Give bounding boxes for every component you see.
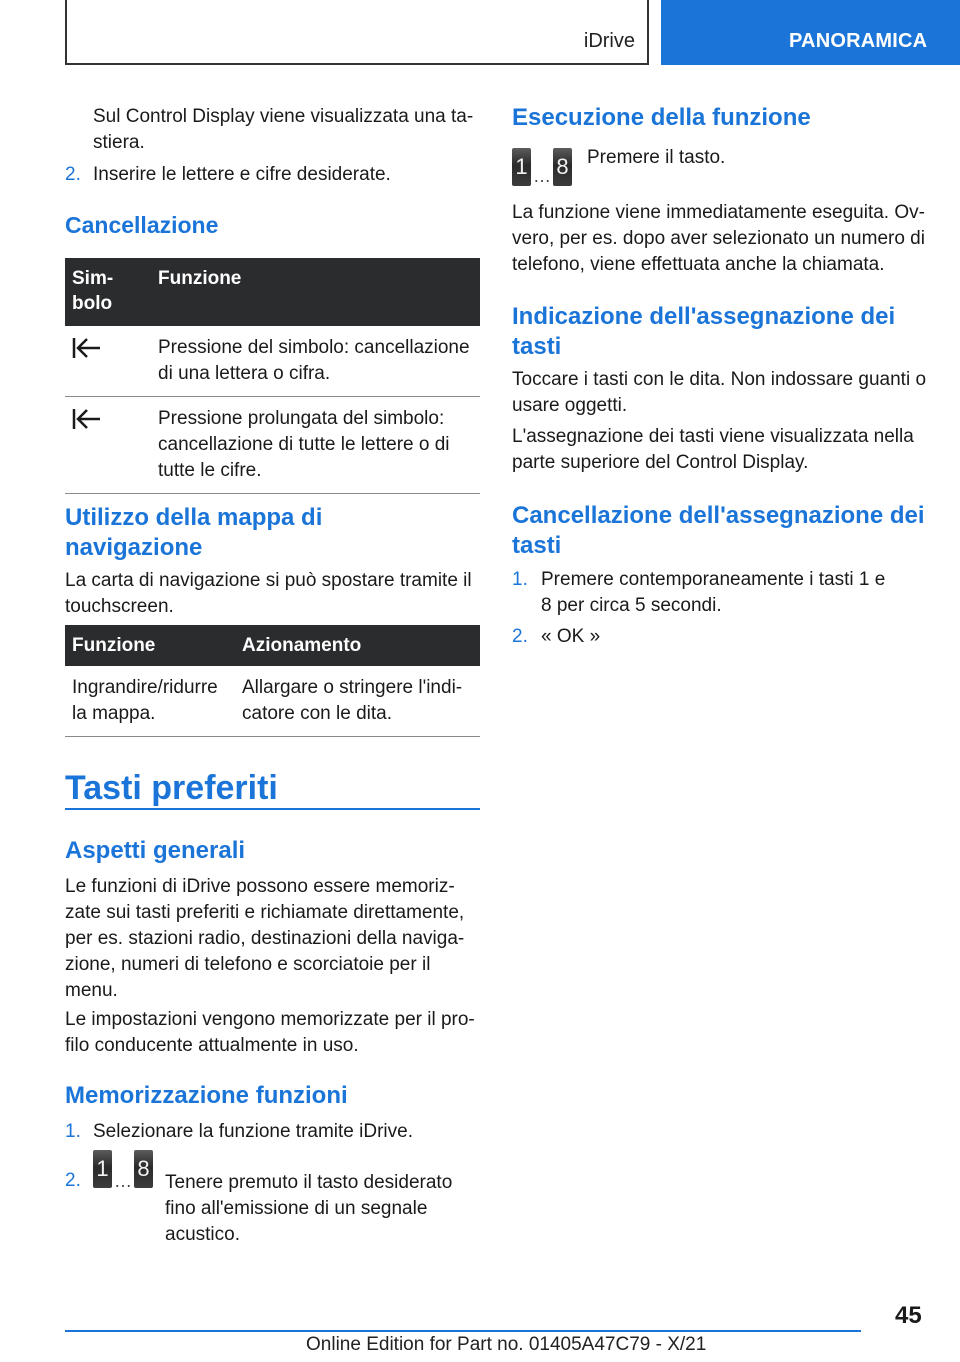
header-title: iDrive <box>583 30 635 52</box>
cancel-row-1-text: Pressione del simbolo: cancellazione di una lettera o cifra. <box>150 326 480 397</box>
th-azionamento: Azionamento <box>235 625 480 666</box>
section-title-tasti-preferiti: Tasti preferiti <box>65 769 278 807</box>
table-row <box>65 326 480 397</box>
cancel-row-2-text: Pressione prolungata del simbolo: cancellazione di tutte le lettere o di tutte le cifre. <box>150 397 480 494</box>
cancel-table-header <box>65 258 480 326</box>
assign-paragraph-2: L'assegnazione dei tasti viene visualizzata nella parte superiore del Control Display. <box>512 426 914 473</box>
map-text: La carta di navigazione si può spostare tramite il touchscreen. <box>65 570 472 617</box>
key-1-icon: 1 <box>512 148 531 186</box>
store-step-2-number: 2. <box>65 1170 81 1191</box>
header-section-label: PANORAMICA <box>789 30 928 52</box>
store-step-1 <box>65 1119 480 1145</box>
map-row-1-action: Allargare o stringere l'indi-catore con le dita. <box>235 666 480 737</box>
general-paragraph-1: Le funzioni di iDrive possono essere memoriz-zate sui tasti preferiti e richiamate direttamente, per es. stazioni radio, destinazioni della naviga-zione, numeri di telefono e scorciatoie per il menu. <box>65 876 465 1001</box>
cancel-table <box>65 258 480 494</box>
step-2-number: 2. <box>65 164 81 185</box>
store-step-1-number: 1. <box>65 1121 81 1142</box>
key-1-icon: 1 <box>93 1150 112 1188</box>
assign-paragraph-1: Toccare i tasti con le dita. Non indossare guanti o usare oggetti. <box>512 369 927 416</box>
delete-step-1 <box>512 567 926 619</box>
map-table-header <box>65 625 480 666</box>
exec-press-row <box>512 148 926 190</box>
delete-step-2-text: « OK » <box>541 626 601 647</box>
key-8-icon: 8 <box>553 148 572 186</box>
exec-text: La funzione viene immediatamente eseguita. Ov-vero, per es. dopo aver selezionato un numero di telefono, viene effettuata anche la chiamata. <box>512 202 925 275</box>
step-2-text: Inserire le lettere e cifre desiderate. <box>93 164 391 185</box>
section-title-rule <box>65 808 480 810</box>
heading-esecuzione: Esecuzione della funzione <box>512 104 811 131</box>
table-row <box>65 666 480 737</box>
delete-step-2 <box>512 624 926 650</box>
header-title-box <box>65 0 649 65</box>
backspace-arrow-icon <box>72 337 102 359</box>
store-step-2-text-block <box>93 1150 480 1245</box>
heading-aspetti-generali: Aspetti generali <box>65 837 246 864</box>
footer-rule <box>65 1330 861 1332</box>
th-simbolo: Sim-bolo <box>65 258 150 326</box>
heading-cancellazione: Cancellazione <box>65 212 219 238</box>
header-section-tab <box>661 0 960 65</box>
backspace-arrow-icon <box>72 408 102 430</box>
th-funzione: Funzione <box>150 258 480 326</box>
ellipsis: … <box>114 1171 132 1191</box>
heading-cancellazione-assegnazione: Cancellazione dell'assegnazione dei tasti <box>512 502 925 559</box>
delete-step-1-number: 1. <box>512 569 528 590</box>
key-8-icon: 8 <box>134 1150 153 1188</box>
delete-step-1-text: Premere contemporaneamente i tasti 1 e 8 per circa 5 secondi. <box>541 569 886 616</box>
store-step-1-text: Selezionare la funzione tramite iDrive. <box>93 1121 413 1142</box>
intro-text: Sul Control Display viene visualizzata una ta-stiera. <box>93 106 474 153</box>
th-funzione-map: Funzione <box>65 625 235 666</box>
delete-step-2-number: 2. <box>512 626 528 647</box>
heading-mappa: Utilizzo della mappa di navigazione <box>65 504 323 561</box>
footer-edition: Online Edition for Part no. 01405A47C79 - X/21 <box>306 1334 707 1355</box>
store-step-2 <box>65 1150 480 1245</box>
step-2 <box>65 162 480 188</box>
heading-indicazione: Indicazione dell'assegnazione dei tasti <box>512 303 896 360</box>
store-step-2-text: Tenere premuto il tasto desiderato fino all'emissione di un segnale acustico. <box>165 1172 453 1245</box>
map-table <box>65 625 480 737</box>
exec-press-text: Premere il tasto. <box>587 147 726 168</box>
ellipsis: … <box>533 166 551 186</box>
page-number: 45 <box>895 1302 922 1329</box>
heading-memorizzazione: Memorizzazione funzioni <box>65 1082 348 1109</box>
map-row-1-function: Ingrandire/ridurre la mappa. <box>65 666 235 737</box>
table-row <box>65 397 480 494</box>
general-paragraph-2: Le impostazioni vengono memorizzate per il pro-filo conducente attualmente in uso. <box>65 1009 475 1056</box>
